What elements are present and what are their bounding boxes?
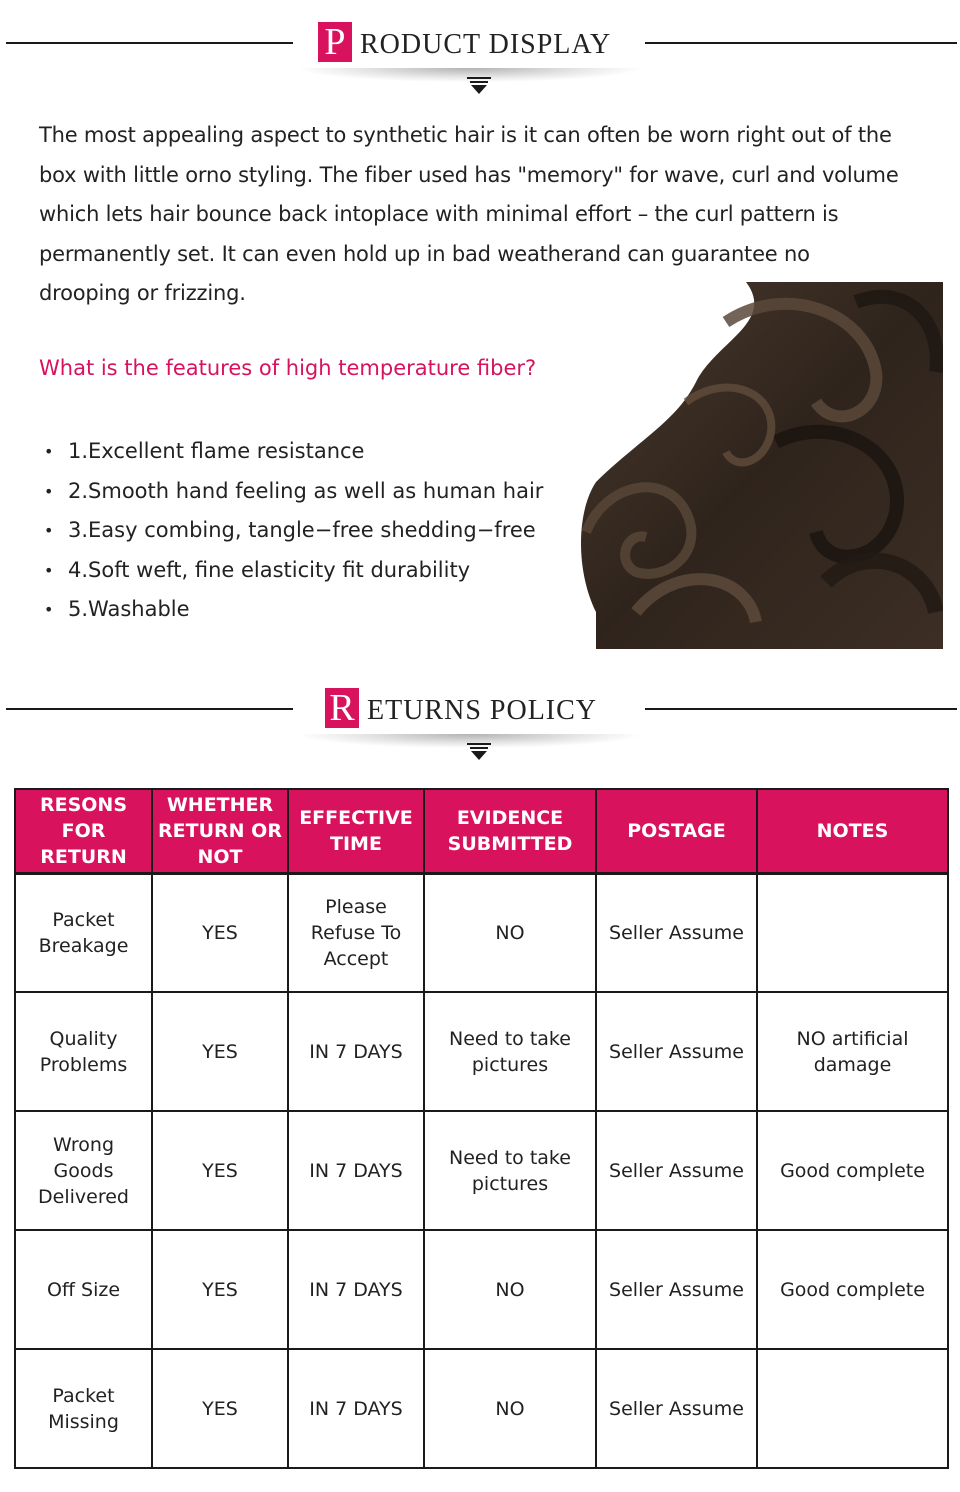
table-cell: Seller Assume	[596, 1349, 757, 1468]
table-row	[15, 1111, 948, 1230]
list-item: • 5.Washable	[44, 590, 543, 630]
table-cell: YES	[152, 992, 288, 1111]
table-cell: IN 7 DAYS	[288, 992, 424, 1111]
column-header: POSTAGE	[596, 789, 757, 873]
table-cell: Seller Assume	[596, 992, 757, 1111]
column-header: EVIDENCE SUBMITTED	[424, 789, 596, 873]
table-cell	[757, 873, 948, 992]
title-initial-box: P	[318, 22, 352, 62]
table-cell: Off Size	[15, 1230, 152, 1349]
down-arrow-icon	[465, 742, 493, 762]
table-cell: YES	[152, 1111, 288, 1230]
product-display-header	[0, 4, 960, 94]
table-cell: NO	[424, 873, 596, 992]
table-cell: Seller Assume	[596, 1111, 757, 1230]
table-row	[15, 873, 948, 992]
header-rule-right	[645, 42, 957, 44]
table-cell: YES	[152, 873, 288, 992]
table-cell: Please Refuse To Accept	[288, 873, 424, 992]
table-cell: YES	[152, 1349, 288, 1468]
table-cell: Need to take pictures	[424, 992, 596, 1111]
wavy-hair-image	[576, 282, 943, 649]
table-row	[15, 1349, 948, 1468]
down-arrow-icon	[465, 76, 493, 96]
table-cell: NO	[424, 1349, 596, 1468]
table-cell: IN 7 DAYS	[288, 1349, 424, 1468]
hair-illustration	[576, 282, 943, 649]
bullet-icon: •	[44, 600, 54, 619]
returns-policy-header	[0, 670, 960, 760]
bullet-icon: •	[44, 481, 54, 501]
header-rule-right	[645, 708, 957, 710]
list-item: • 3.Easy combing, tangle−free shedding−free	[44, 511, 543, 551]
table-cell	[757, 1349, 948, 1468]
header-rule-left	[6, 42, 293, 44]
features-question: What is the features of high temperature fiber?	[39, 356, 537, 380]
table-cell: Good complete	[757, 1230, 948, 1349]
table-cell: NO artificial damage	[757, 992, 948, 1111]
section-title	[318, 18, 611, 62]
header-rule-left	[6, 708, 293, 710]
column-header: NOTES	[757, 789, 948, 873]
product-description: The most appealing aspect to synthetic hair is it can often be worn right out of the box with little orno styling. The fiber used has "memory" for wave, curl and volume which lets hair bounce back intoplace with minimal effort – the curl pattern is permanently set. It can even hold up in bad weatherand can guarantee no drooping or frizzing.	[39, 123, 899, 305]
table-cell: YES	[152, 1230, 288, 1349]
table-cell: Packet Breakage	[15, 873, 152, 992]
bullet-icon: •	[44, 442, 54, 461]
list-item: • 4.Soft weft, fine elasticity fit durability	[44, 551, 543, 591]
bullet-icon: •	[44, 521, 54, 540]
title-text: ETURNS POLICY	[367, 695, 598, 726]
column-header: EFFECTIVE TIME	[288, 789, 424, 873]
table-cell: IN 7 DAYS	[288, 1111, 424, 1230]
list-item: • 1.Excellent flame resistance	[44, 432, 543, 472]
table-cell: Quality Problems	[15, 992, 152, 1111]
returns-policy-table	[14, 788, 949, 1469]
title-text: RODUCT DISPLAY	[360, 29, 612, 60]
column-header: WHETHER RETURN OR NOT	[152, 789, 288, 873]
table-cell: Need to take pictures	[424, 1111, 596, 1230]
table-cell: Wrong Goods Delivered	[15, 1111, 152, 1230]
table-cell: Seller Assume	[596, 1230, 757, 1349]
table-row	[15, 1230, 948, 1349]
table-row	[15, 992, 948, 1111]
table-cell: NO	[424, 1230, 596, 1349]
column-header: RESONS FOR RETURN	[15, 789, 152, 873]
table-cell: Packet Missing	[15, 1349, 152, 1468]
table-cell: IN 7 DAYS	[288, 1230, 424, 1349]
table-cell: Good complete	[757, 1111, 948, 1230]
table-header-row	[15, 789, 948, 873]
table-cell: Seller Assume	[596, 873, 757, 992]
title-initial-box: R	[325, 688, 359, 728]
list-item: • 2.Smooth hand feeling as well as human hair	[44, 472, 543, 512]
bullet-icon: •	[44, 560, 54, 580]
section-title	[325, 684, 597, 728]
features-list	[44, 432, 543, 630]
